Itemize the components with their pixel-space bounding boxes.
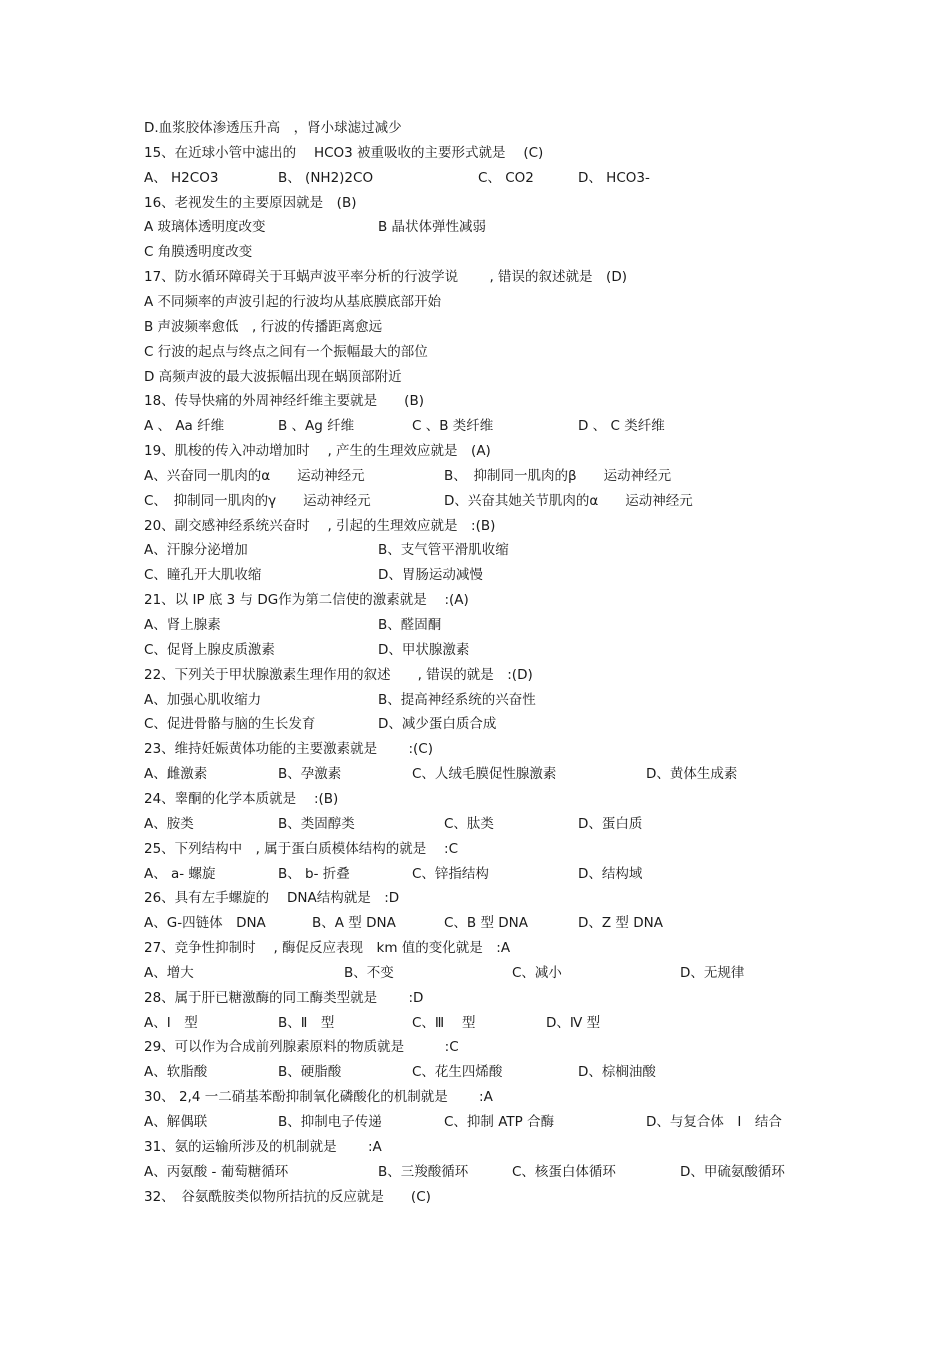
question-text: 26、具有左手螺旋的 DNA结构就是 :D <box>144 890 400 907</box>
option-text: A、G-四链体 DNA <box>144 915 266 932</box>
option-text: B 、Ag 纤维 <box>278 418 355 435</box>
option-text: B、三羧酸循环 <box>378 1163 469 1180</box>
text-line: D.血浆胶体渗透压升高 ，肾小球滤过减少 <box>144 120 402 136</box>
option-text: B、 (NH2)2CO <box>278 169 374 186</box>
option-text: B、醛固酮 <box>378 617 442 633</box>
option-text: A 玻璃体透明度改变 <box>144 219 266 236</box>
option-text: A、肾上腺素 <box>144 617 221 633</box>
option-text: C、B 型 DNA <box>444 915 528 932</box>
question-text: 17、防水循环障碍关于耳蜗声波平率分析的行波学说 , 错误的叙述就是 (D) <box>144 269 627 286</box>
option-text: C、花生四烯酸 <box>412 1064 503 1081</box>
option-text: B、支气管平滑肌收缩 <box>378 542 509 559</box>
option-text: A、雌激素 <box>144 766 208 783</box>
option-text: C、 抑制同一肌肉的γ 运动神经元 <box>144 492 371 509</box>
option-text: B、A 型 DNA <box>312 915 396 932</box>
option-text: B 晶状体弹性减弱 <box>378 219 487 236</box>
option-text: A、 a- 螺旋 <box>144 865 216 882</box>
option-text: C、减小 <box>512 964 562 981</box>
option-text: A 、 Aa 纤维 <box>144 418 225 435</box>
question-text: 29、可以作为合成前列腺素原料的物质就是 :C <box>144 1039 459 1056</box>
option-text: C、核蛋白体循环 <box>512 1163 616 1180</box>
option-text: D、甲状腺激素 <box>378 641 470 658</box>
option-text: C、人绒毛膜促性腺激素 <box>412 766 557 783</box>
option-text: C、Ⅲ 型 <box>412 1014 476 1031</box>
option-text: D、Z 型 DNA <box>578 915 663 932</box>
option-text: D、棕榈油酸 <box>578 1064 656 1081</box>
question-text: 27、竞争性抑制时 , 酶促反应表现 km 值的变化就是 :A <box>144 940 511 957</box>
option-text: A、丙氨酸 - 葡萄糖循环 <box>144 1163 289 1180</box>
question-text: 28、属于肝已糖激酶的同工酶类型就是 :D <box>144 989 424 1006</box>
question-text: 24、睾酮的化学本质就是 :(B) <box>144 790 339 807</box>
option-text: C、瞳孔开大肌收缩 <box>144 567 262 584</box>
question-text: 15、在近球小管中滤出的 HCO3 被重吸收的主要形式就是 (C) <box>144 144 544 161</box>
option-text: A、汗腺分泌增加 <box>144 542 248 559</box>
option-text: C、抑制 ATP 合酶 <box>444 1114 555 1130</box>
option-text: C、肽类 <box>444 815 494 832</box>
text-line: C 行波的起点与终点之间有一个振幅最大的部位 <box>144 343 428 360</box>
option-text: D、Ⅳ 型 <box>546 1014 601 1031</box>
option-text: A、胺类 <box>144 815 194 832</box>
question-text: 21、以 IP 底 3 与 DG作为第二信使的激素就是 :(A) <box>144 592 469 609</box>
option-text: D、胃肠运动减慢 <box>378 567 483 584</box>
option-text: B、孕激素 <box>278 766 342 783</box>
question-text: 32、 谷氨酰胺类似物所拮抗的反应就是 (C) <box>144 1188 431 1205</box>
option-text: A、Ⅰ 型 <box>144 1014 198 1031</box>
question-text: 30、 2,4 一二硝基苯酚抑制氧化磷酸化的机制就是 :A <box>144 1089 493 1106</box>
option-text: C、促肾上腺皮质激素 <box>144 641 275 658</box>
option-text: C、 CO2 <box>478 169 534 186</box>
option-text: D、无规律 <box>680 964 745 981</box>
question-text: 20、副交感神经系统兴奋时 , 引起的生理效应就是 :(B) <box>144 517 496 534</box>
question-text: 25、下列结构中 , 属于蛋白质模体结构的就是 :C <box>144 840 459 857</box>
option-text: B、Ⅱ 型 <box>278 1014 335 1031</box>
question-text: 31、氨的运输所涉及的机制就是 :A <box>144 1138 382 1155</box>
text-line: C 角膜透明度改变 <box>144 244 253 261</box>
text-line: B 声波频率愈低 , 行波的传播距离愈远 <box>144 318 383 335</box>
option-text: C 、B 类纤维 <box>412 418 494 435</box>
text-line: D 高频声波的最大波振幅出现在蜗顶部附近 <box>144 368 402 385</box>
option-text: A、解偶联 <box>144 1114 208 1130</box>
text-line: A 不同频率的声波引起的行波均从基底膜底部开始 <box>144 293 442 310</box>
option-text: A、软脂酸 <box>144 1064 208 1081</box>
question-text: 22、下列关于甲状腺激素生理作用的叙述 , 错误的就是 :(D) <box>144 666 533 683</box>
option-text: B、硬脂酸 <box>278 1064 342 1081</box>
option-text: B、类固醇类 <box>278 815 355 832</box>
question-text: 16、老视发生的主要原因就是 (B) <box>144 194 357 211</box>
option-text: C、促进骨骼与脑的生长发育 <box>144 716 316 733</box>
option-text: D、结构域 <box>578 865 643 882</box>
question-text: 23、维持妊娠黄体功能的主要激素就是 :(C) <box>144 741 433 758</box>
option-text: A、增大 <box>144 964 194 981</box>
option-text: D、甲硫氨酸循环 <box>680 1163 785 1180</box>
option-text: B、抑制电子传递 <box>278 1114 382 1130</box>
question-text: 19、肌梭的传入冲动增加时 , 产生的生理效应就是 (A) <box>144 443 491 460</box>
option-text: B、不变 <box>344 964 394 981</box>
option-text: A、加强心肌收缩力 <box>144 691 262 708</box>
option-text: C、锌指结构 <box>412 865 489 882</box>
option-text: D、 HCO3- <box>578 169 650 186</box>
option-text: B、 抑制同一肌肉的β 运动神经元 <box>444 467 672 484</box>
option-text: A、 H2CO3 <box>144 169 219 186</box>
option-text: D 、 C 类纤维 <box>578 418 665 435</box>
option-text: D、兴奋其她关节肌肉的α 运动神经元 <box>444 492 693 509</box>
option-text: B、 b- 折叠 <box>278 865 350 882</box>
option-text: D、黄体生成素 <box>646 766 738 783</box>
option-text: D、减少蛋白质合成 <box>378 716 497 733</box>
option-text: D、与复合体 Ⅰ 结合 <box>646 1114 782 1130</box>
option-text: B、提高神经系统的兴奋性 <box>378 691 536 708</box>
option-text: D、蛋白质 <box>578 815 643 832</box>
question-text: 18、传导快痛的外周神经纤维主要就是 (B) <box>144 393 424 410</box>
option-text: A、兴奋同一肌肉的α 运动神经元 <box>144 467 365 484</box>
